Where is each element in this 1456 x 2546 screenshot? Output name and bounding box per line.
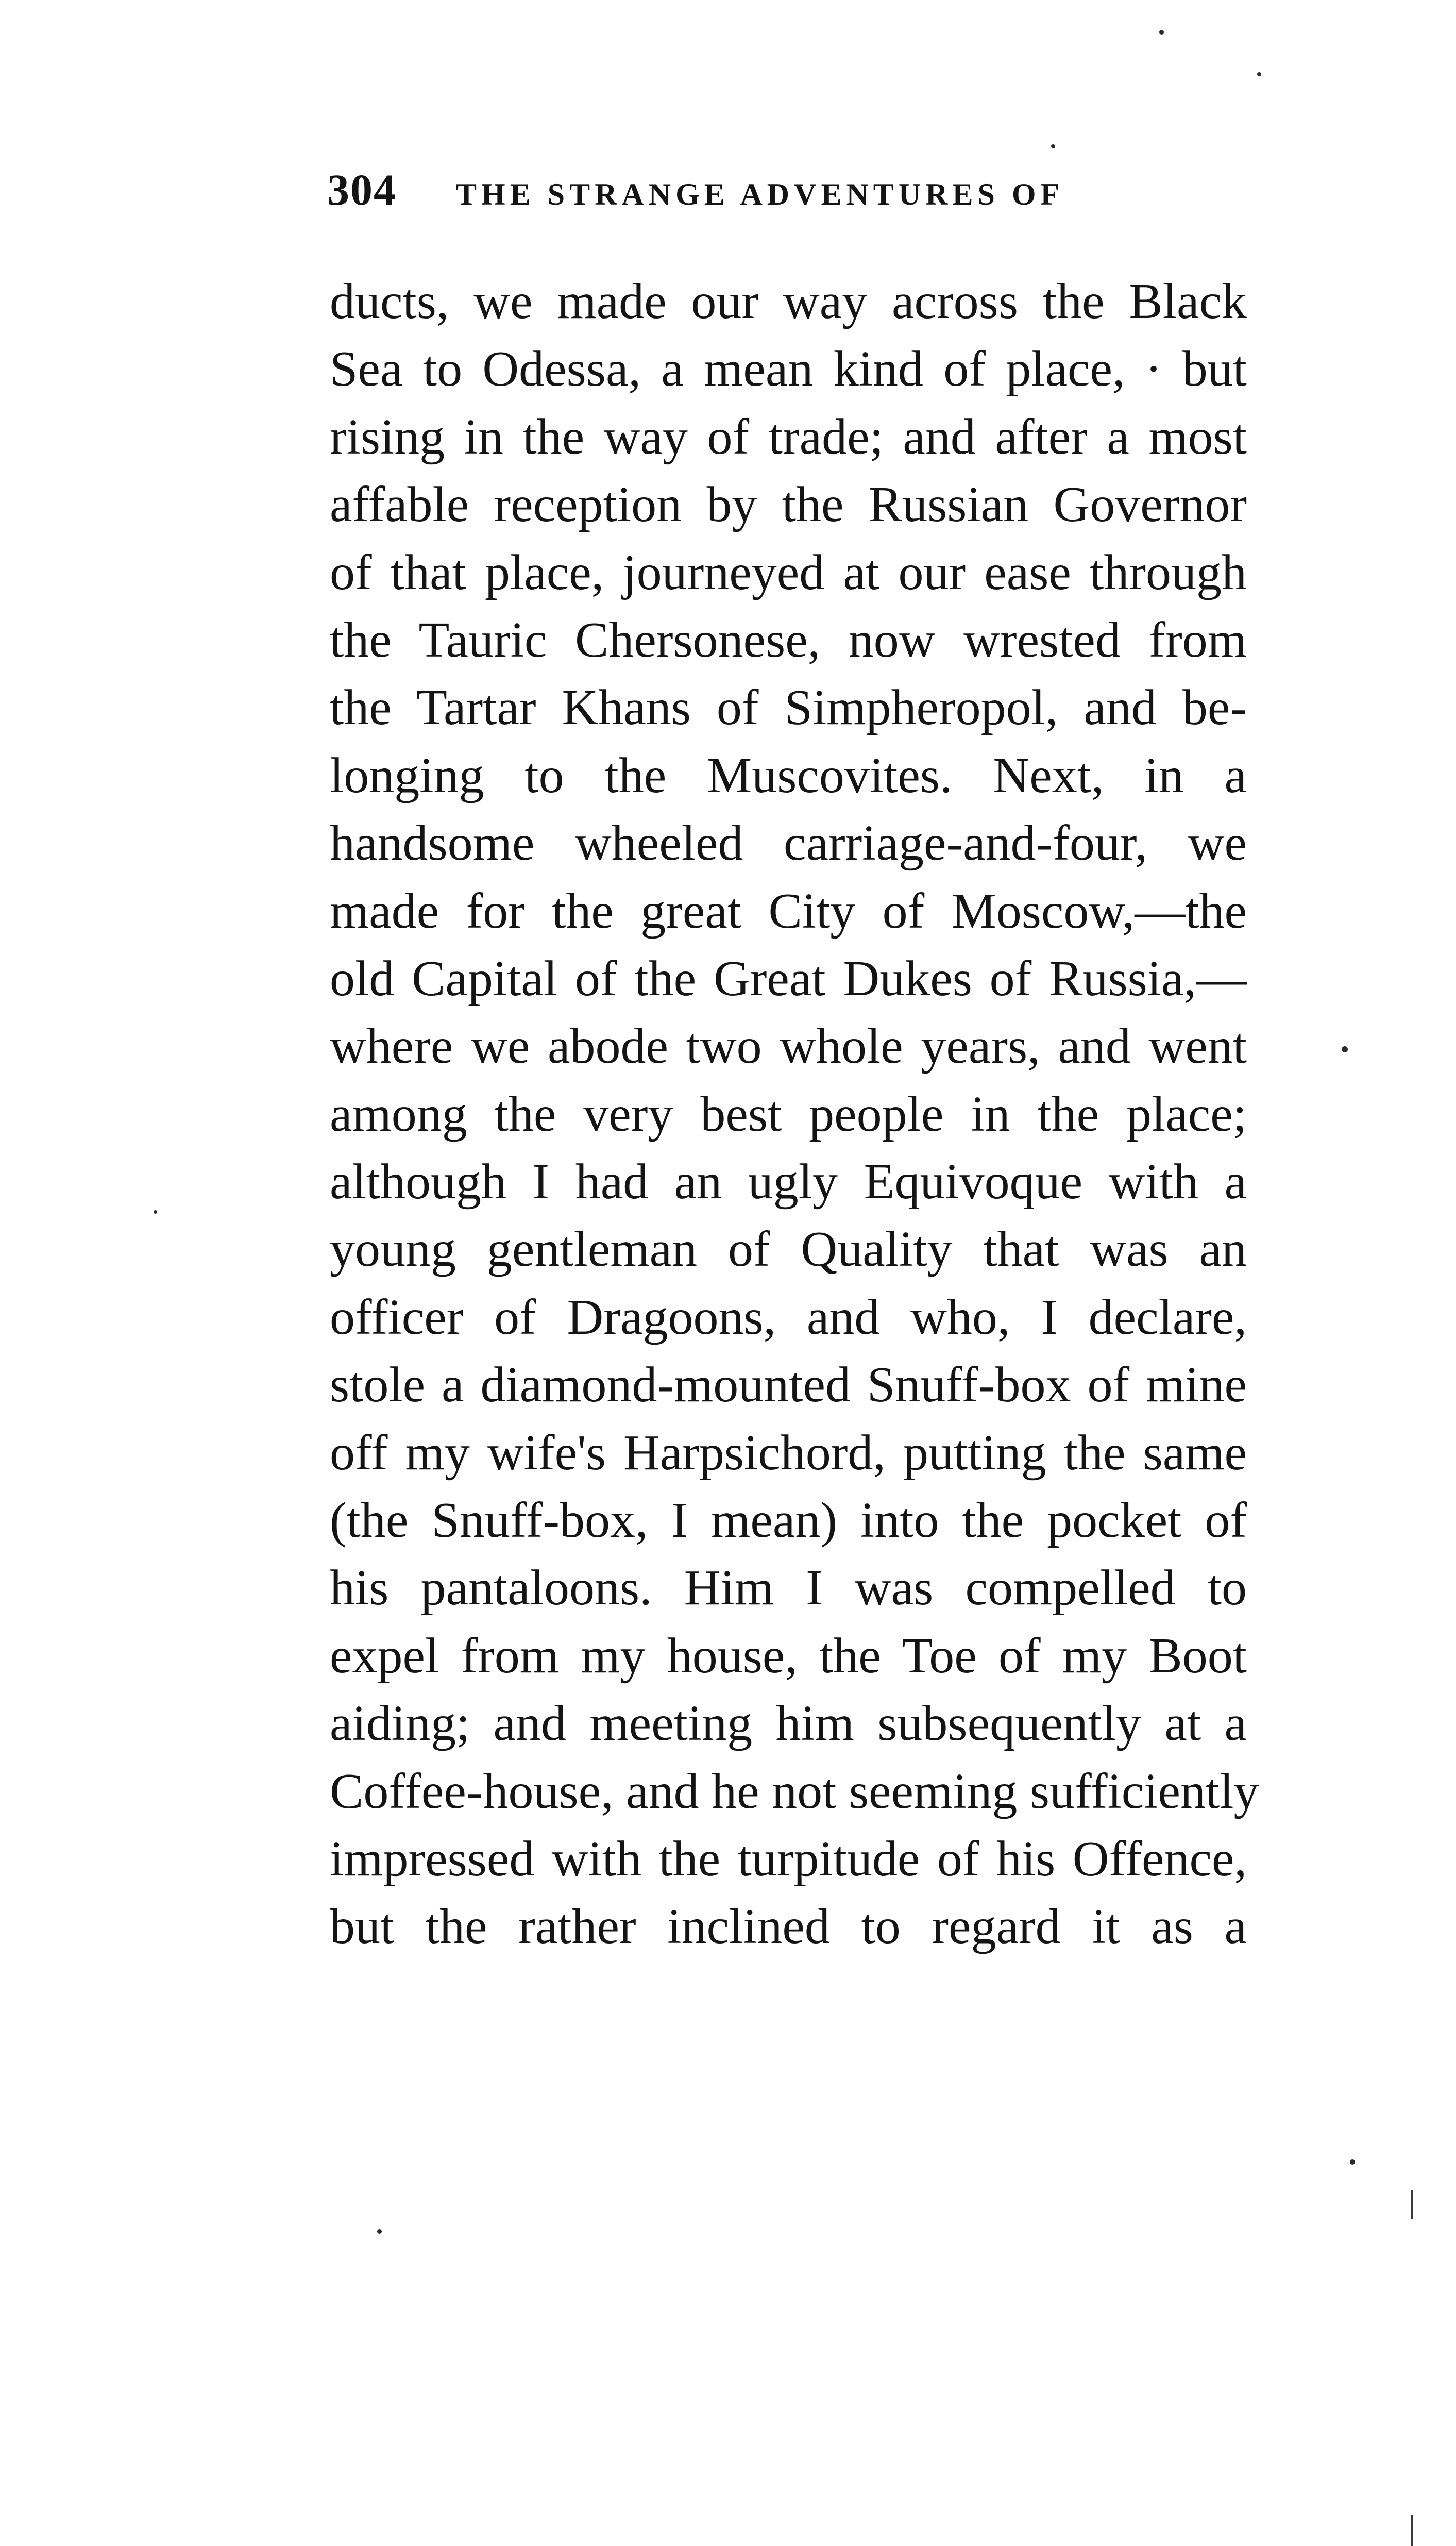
text-line: the Tartar Khans of Simpheropol, and be- — [330, 680, 1247, 736]
text-line: Coffee-house, and he not seeming sufficiently — [330, 1763, 1259, 1819]
text-line: off my wife's Harpsichord, putting the same — [330, 1425, 1247, 1481]
text-line: expel from my house, the Toe of my Boot — [330, 1628, 1247, 1684]
text-line: young gentleman of Quality that was an — [330, 1221, 1247, 1278]
scan-line — [1411, 2515, 1413, 2546]
text-line: ducts, we made our way across the Black — [330, 274, 1247, 329]
text-line: stole a diamond-mounted Snuff-box of mine — [330, 1357, 1247, 1413]
text-line: affable reception by the Russian Governor — [330, 477, 1247, 533]
body-text — [330, 268, 1259, 1961]
text-line: but the rather inclined to regard it as a — [330, 1899, 1247, 1955]
scan-speck — [1257, 72, 1261, 76]
text-line: the Tauric Chersonese, now wrested from — [330, 612, 1247, 668]
text-line: old Capital of the Great Dukes of Russia,— — [330, 950, 1247, 1007]
text-line: where we abode two whole years, and went — [330, 1018, 1247, 1075]
running-title: THE STRANGE ADVENTURES OF — [456, 177, 1064, 211]
text-line: longing to the Muscovites. Next, in a — [330, 747, 1247, 803]
scan-speck — [1342, 1046, 1348, 1052]
text-line: his pantaloons. Him I was compelled to — [330, 1560, 1247, 1616]
text-line: rising in the way of trade; and after a most — [330, 409, 1247, 465]
page-number: 304 — [327, 165, 397, 214]
text-line: (the Snuff-box, I mean) into the pocket of — [330, 1493, 1247, 1549]
text-line: among the very best people in the place; — [330, 1086, 1247, 1142]
scan-speck — [1159, 30, 1164, 35]
scan-speck — [1051, 144, 1055, 148]
text-line: impressed with the turpitude of his Offence, — [330, 1831, 1247, 1887]
text-line: officer of Dragoons, and who, I declare, — [330, 1289, 1247, 1345]
text-line: made for the great City of Moscow,—the — [330, 883, 1247, 939]
scan-speck — [377, 2229, 382, 2234]
text-line: of that place, journeyed at our ease through — [330, 544, 1247, 600]
text-line: aiding; and meeting him subsequently at a — [330, 1696, 1247, 1752]
scan-speck — [1350, 2159, 1355, 2165]
text-line: handsome wheeled carriage-and-four, we — [330, 815, 1247, 872]
scan-speck — [154, 1210, 157, 1214]
text-line: although I had an ugly Equivoque with a — [330, 1154, 1247, 1210]
scan-line — [1411, 2190, 1413, 2219]
text-line: Sea to Odessa, a mean kind of place, · but — [330, 341, 1247, 397]
running-head — [327, 164, 1255, 221]
